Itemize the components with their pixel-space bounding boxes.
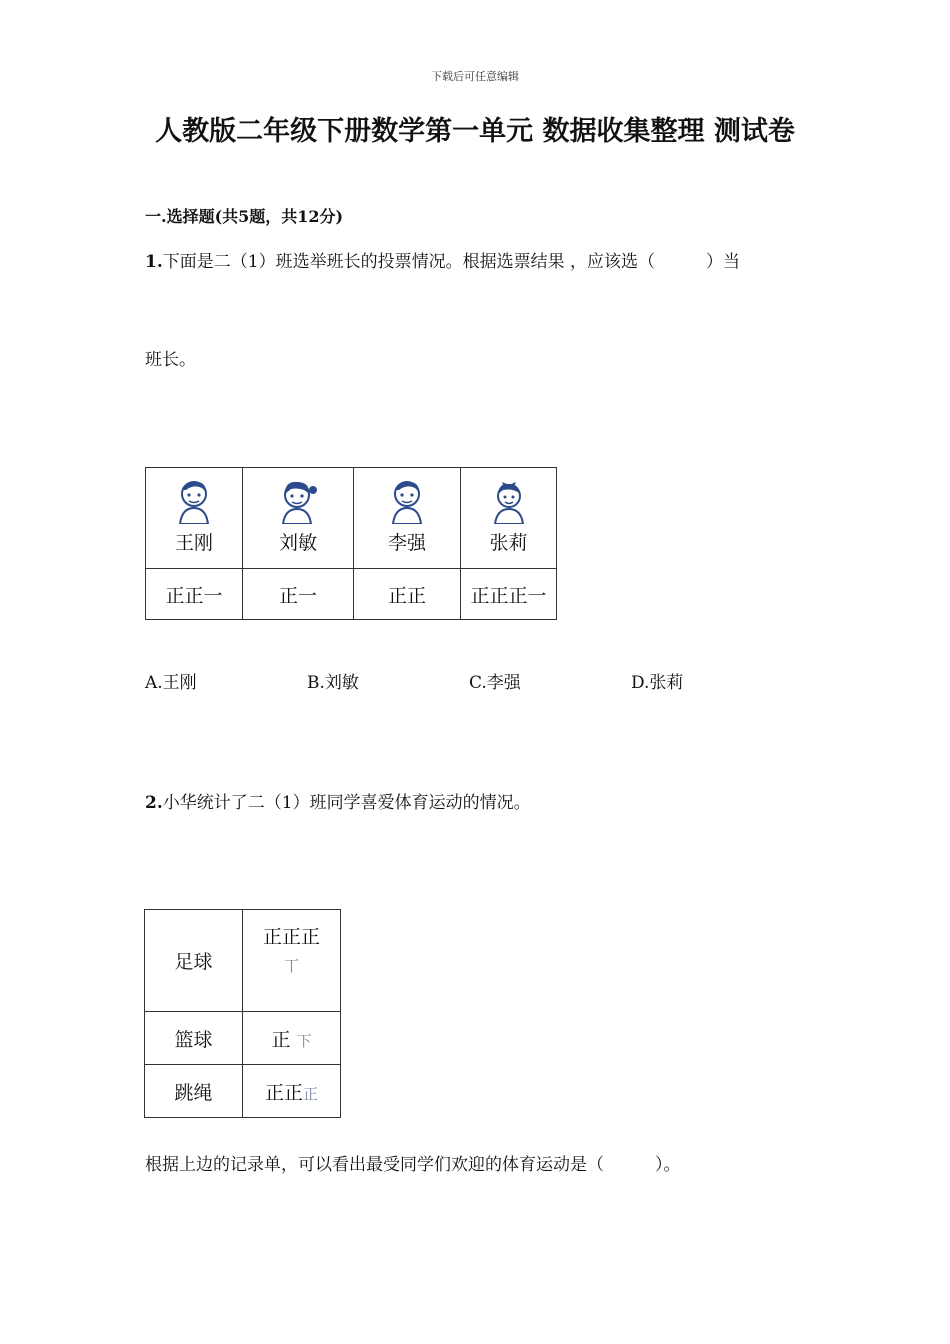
tally-row xyxy=(146,569,557,620)
candidate-name: 张莉 xyxy=(489,532,528,554)
tally-partial: 正 xyxy=(303,1084,319,1103)
sport-row xyxy=(145,1065,341,1118)
section-heading: 一.选择题(共5题，共12分) xyxy=(145,207,344,226)
sport-tally xyxy=(243,1065,341,1118)
page-title: 人教版二年级下册数学第一单元 数据收集整理 测试卷 xyxy=(155,116,795,147)
sport-name: 篮球 xyxy=(145,1012,243,1065)
question-number: 1. xyxy=(145,252,163,272)
question-1-text xyxy=(145,247,810,272)
tally-text: 正正正 xyxy=(262,926,320,948)
sports-table xyxy=(144,909,341,1118)
candidate-cell xyxy=(354,468,461,569)
tally-cell: 正正一 xyxy=(146,569,243,620)
girl-icon xyxy=(277,478,319,524)
sport-name: 跳绳 xyxy=(145,1065,243,1118)
vote-table xyxy=(145,467,557,620)
sport-name: 足球 xyxy=(145,910,243,1012)
option-a[interactable]: A.王刚 xyxy=(145,673,197,693)
tally-cell: 正正正一 xyxy=(461,569,557,620)
candidate-name: 刘敏 xyxy=(278,532,317,554)
sport-row xyxy=(145,910,341,1012)
option-b[interactable]: B.刘敏 xyxy=(307,673,359,693)
answer-options xyxy=(145,668,825,693)
tally-cell: 正一 xyxy=(243,569,354,620)
boy-icon xyxy=(387,478,427,524)
girl-icon xyxy=(488,478,530,524)
candidate-cell xyxy=(243,468,354,569)
sport-row xyxy=(145,1012,341,1065)
question-2-stem: 根据上边的记录单，可以看出最受同学们欢迎的体育运动是（ ）。 xyxy=(145,1155,681,1175)
candidate-row xyxy=(146,468,557,569)
header-note: 下载后可任意编辑 xyxy=(431,70,519,83)
option-c[interactable]: C.李强 xyxy=(469,673,521,693)
question-2-body: 小华统计了二（1）班同学喜爱体育运动的情况。 xyxy=(162,793,531,813)
tally-partial: 下 xyxy=(296,1031,312,1050)
tally-partial: 丅 xyxy=(283,957,299,975)
sport-tally xyxy=(243,910,341,1012)
candidate-name: 李强 xyxy=(387,532,426,554)
question-1-line2: 班长。 xyxy=(145,350,196,370)
boy-icon xyxy=(174,478,214,524)
candidate-cell xyxy=(461,468,557,569)
option-d[interactable]: D.张莉 xyxy=(631,673,684,693)
candidate-name: 王刚 xyxy=(174,532,213,554)
sport-tally xyxy=(243,1012,341,1065)
candidate-cell xyxy=(146,468,243,569)
question-2-text xyxy=(145,788,531,813)
tally-text: 正 xyxy=(271,1028,291,1051)
tally-cell: 正正 xyxy=(354,569,461,620)
question-number: 2. xyxy=(145,793,163,813)
question-1-line1: 下面是二（1）班选举班长的投票情况。根据选票结果 ，应该选（ ）当 xyxy=(162,252,740,272)
tally-text: 正正 xyxy=(264,1081,303,1104)
